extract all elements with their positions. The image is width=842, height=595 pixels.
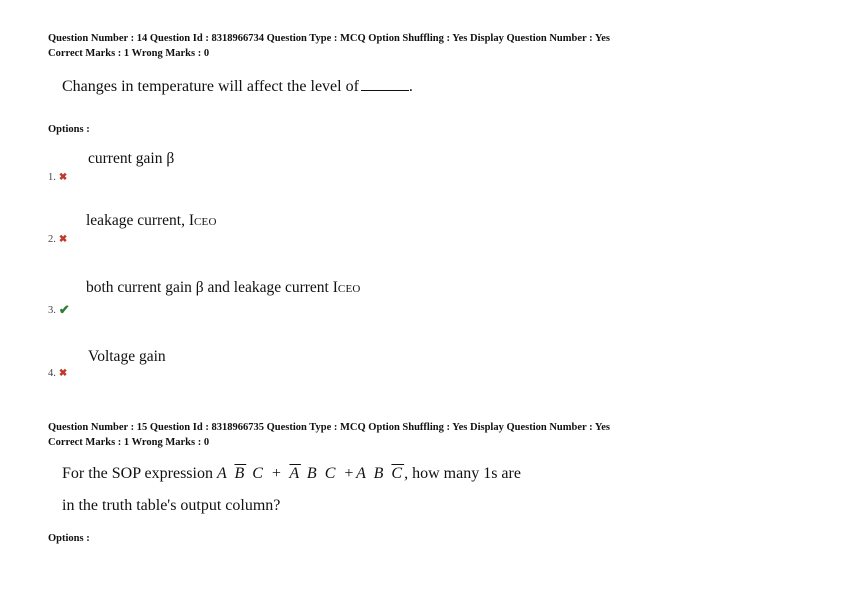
q14-option-1-text: current gain β bbox=[88, 150, 175, 167]
q15-meta-line2: Correct Marks : 1 Wrong Marks : 0 bbox=[48, 437, 210, 448]
var-b: B bbox=[373, 465, 386, 482]
q14-option-1-number bbox=[48, 172, 67, 183]
plus-sign: + bbox=[343, 465, 357, 482]
var-b-bar: $\overline{B}$ bbox=[234, 465, 247, 482]
check-icon: ✔ bbox=[58, 302, 70, 317]
sop-expression bbox=[217, 465, 404, 482]
q14-option-4-number bbox=[48, 368, 67, 379]
subscript: CEO bbox=[194, 216, 217, 228]
option-number: 1. bbox=[48, 172, 56, 183]
q14-meta-line2: Correct Marks : 1 Wrong Marks : 0 bbox=[48, 48, 210, 59]
option-text: leakage current, I bbox=[86, 212, 195, 229]
option-number: 3. bbox=[48, 304, 56, 316]
q14-option-3-text bbox=[86, 279, 361, 297]
q14-option-4-text: Voltage gain bbox=[88, 348, 166, 365]
answer-blank bbox=[361, 78, 409, 91]
q14-question-text bbox=[62, 78, 413, 96]
q15-question-text bbox=[62, 465, 521, 483]
q15-question-prefix: For the SOP expression bbox=[62, 465, 213, 482]
subscript: CEO bbox=[337, 283, 361, 295]
q14-option-2-text bbox=[86, 212, 217, 230]
cross-icon: ✖ bbox=[58, 234, 68, 245]
var-c-bar: $\overline{C}$ bbox=[391, 465, 405, 482]
plus-sign: + bbox=[270, 465, 284, 482]
q15-meta-line1: Question Number : 15 Question Id : 8318966735 Question Type : MCQ Option Shuffling : Yes Display Question Number : Yes bbox=[48, 422, 611, 433]
q14-option-2-number bbox=[48, 234, 67, 245]
q14-question-body: Changes in temperature will affect the level of bbox=[62, 78, 359, 95]
option-number: 4. bbox=[48, 368, 56, 379]
q14-question-end: . bbox=[408, 78, 413, 95]
var-c: C bbox=[252, 465, 265, 482]
q14-options-label: Options : bbox=[48, 124, 90, 135]
q15-options-label: Options : bbox=[48, 533, 90, 544]
var-b: B bbox=[306, 465, 319, 482]
cross-icon: ✖ bbox=[58, 368, 68, 379]
cross-icon: ✖ bbox=[58, 172, 68, 183]
q15-question-suffix: , how many 1s are bbox=[404, 465, 521, 482]
option-text: both current gain β and leakage current I bbox=[86, 279, 338, 296]
option-number: 2. bbox=[48, 234, 56, 245]
q14-meta-line1: Question Number : 14 Question Id : 8318966734 Question Type : MCQ Option Shuffling : Yes Display Question Number : Yes bbox=[48, 33, 611, 44]
q14-option-3-number bbox=[48, 302, 70, 318]
var-c: C bbox=[324, 465, 338, 482]
q15-question-line2: in the truth table's output column? bbox=[62, 497, 281, 514]
var-a: A bbox=[356, 465, 368, 482]
var-a: A bbox=[216, 465, 229, 482]
var-a-bar: $\overline{A}$ bbox=[289, 465, 301, 482]
